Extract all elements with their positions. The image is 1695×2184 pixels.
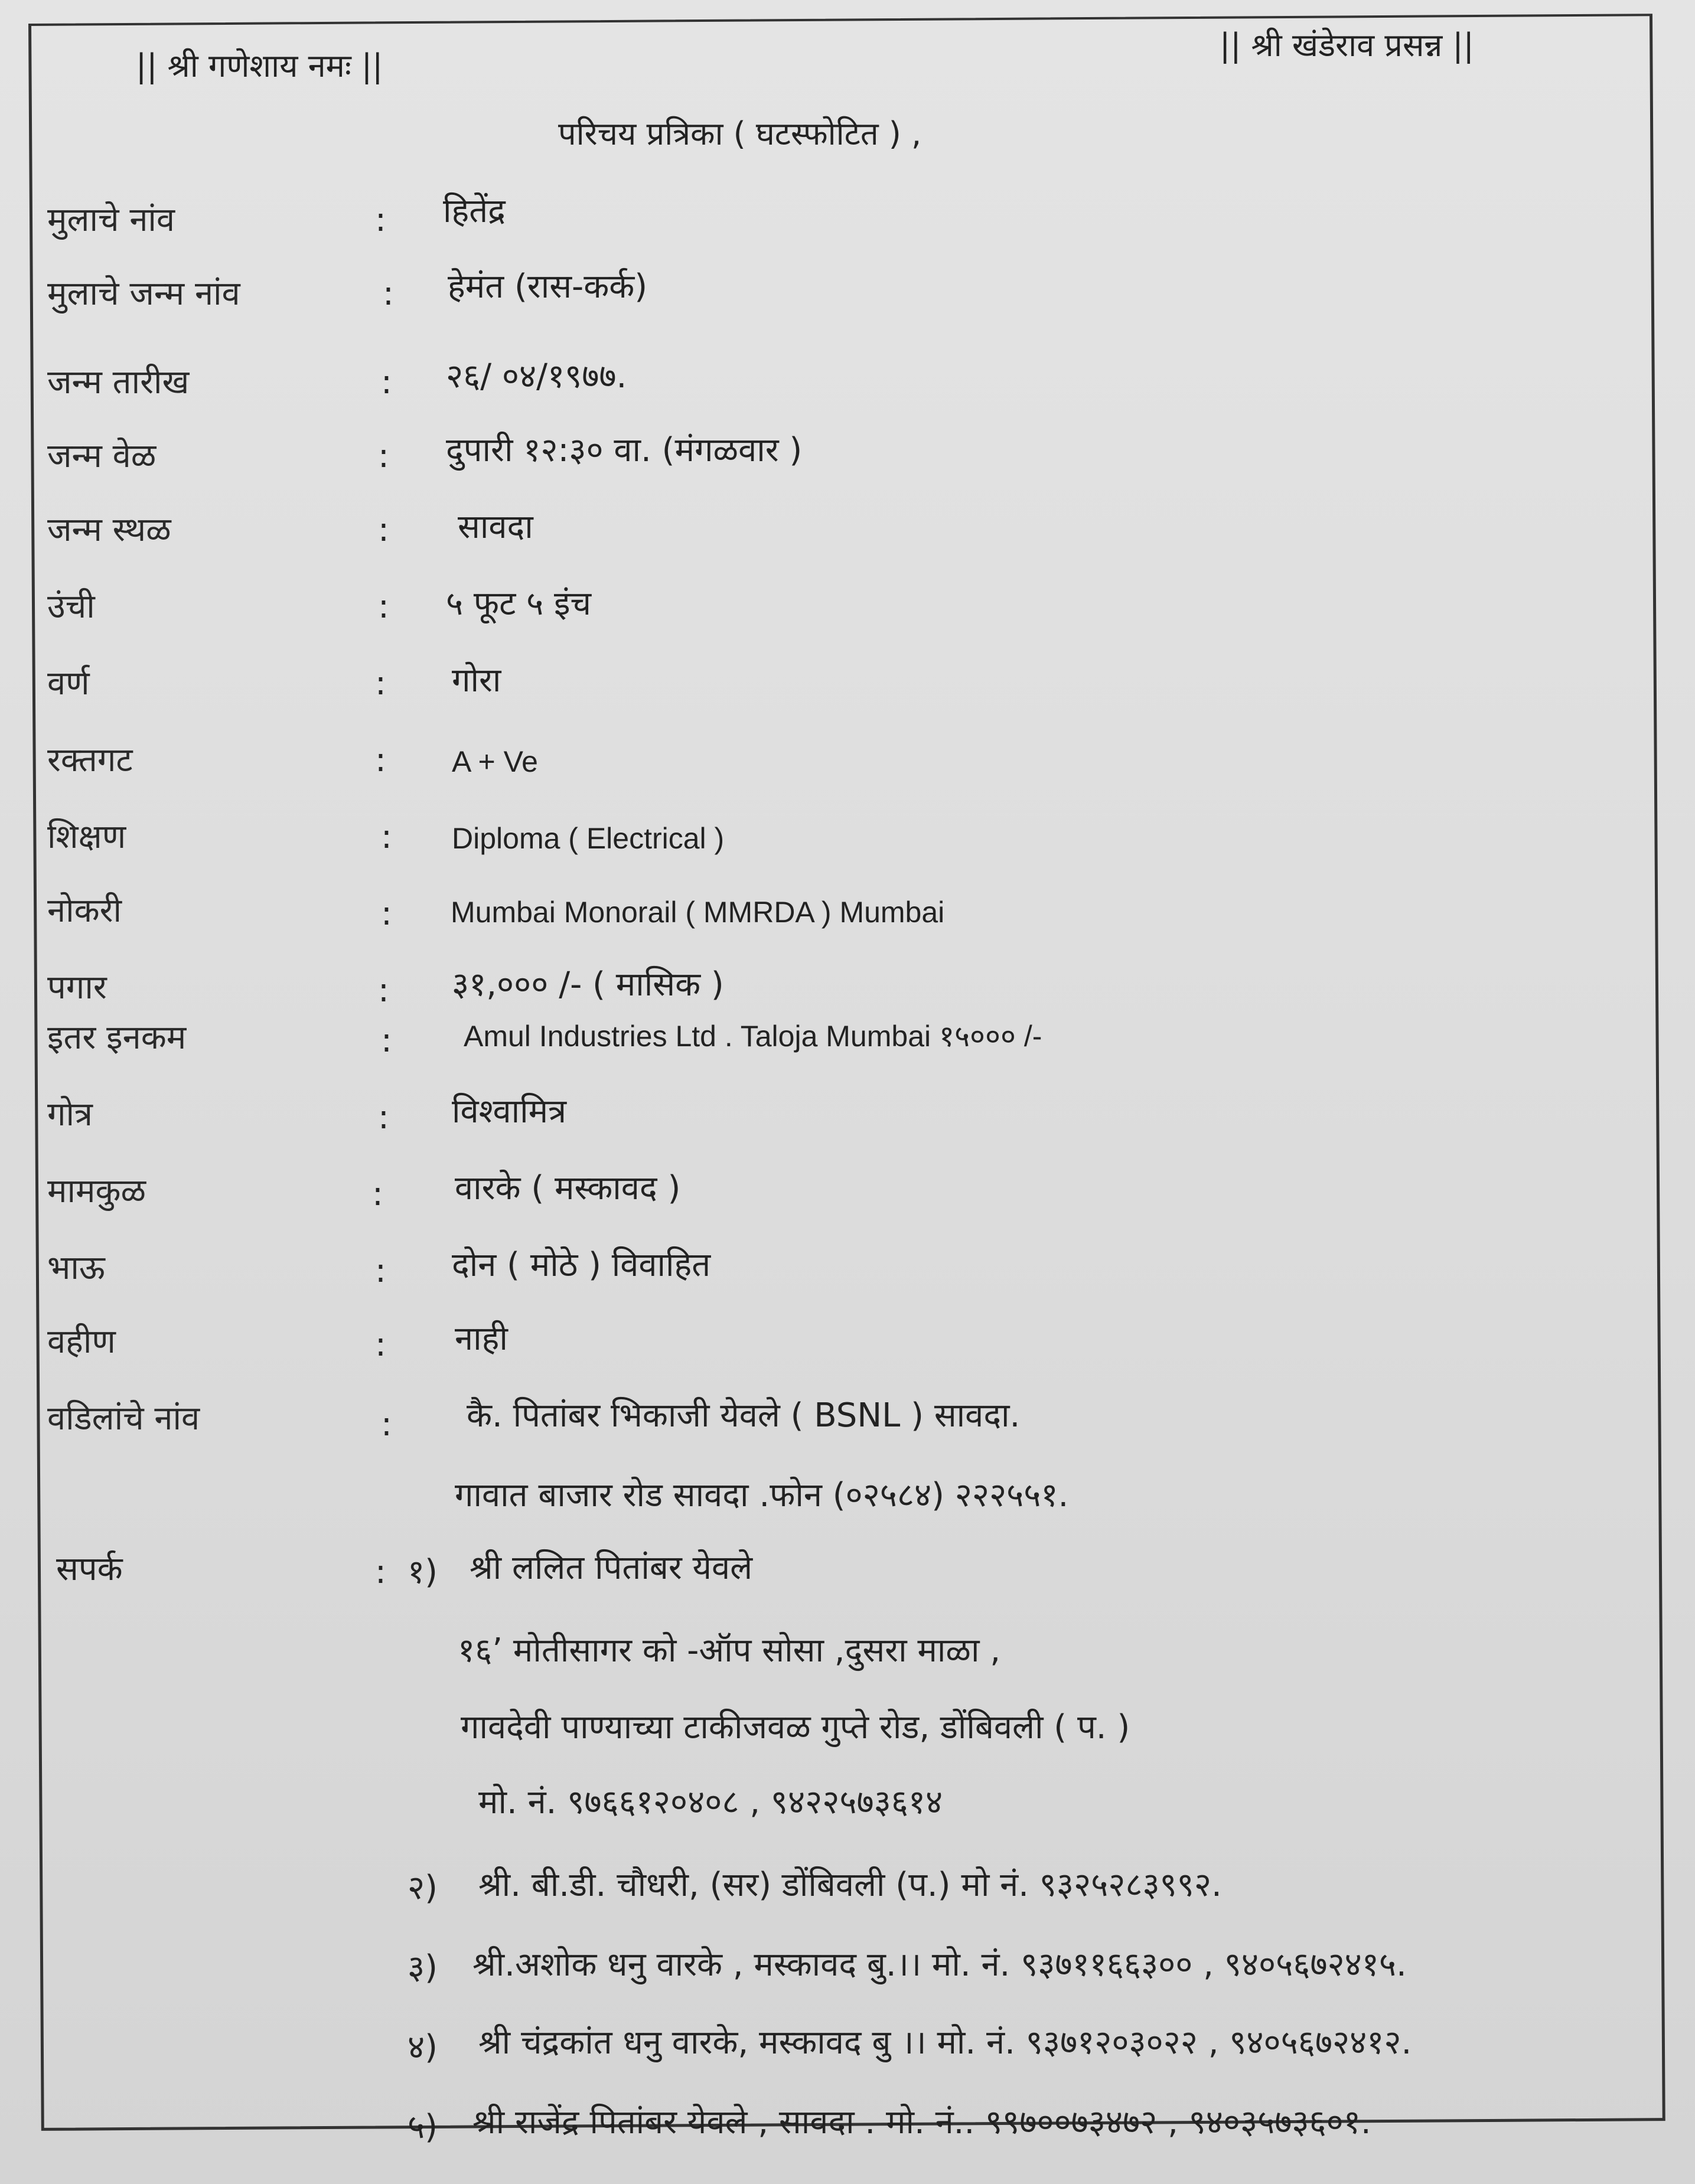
- field-value-complexion: गोरा: [452, 661, 501, 700]
- field-value-name: हितेंद्र: [443, 192, 506, 230]
- field-label-birth-date: जन्म तारीख: [47, 363, 190, 401]
- contact-line: श्री राजेंद्र पितांबर येवले , सावदा . मो. नं.. ९९७००७३४७२ , ९४०३५७३६०१.: [472, 2103, 1371, 2141]
- field-colon: :: [381, 1021, 392, 1060]
- field-label-contact: सपर्क: [56, 1550, 123, 1588]
- left-invocation: || श्री गणेशाय नमः ||: [136, 47, 383, 84]
- field-label-education: शिक्षण: [47, 818, 126, 856]
- field-value-job: Mumbai Monorail ( MMRDA ) Mumbai: [451, 896, 945, 929]
- contact-line: १६’ मोतीसागर को -ऑप सोसा ,दुसरा माळा ,: [458, 1631, 1001, 1670]
- contact-number: १): [408, 1553, 438, 1591]
- field-label-gotra: गोत्र: [47, 1095, 93, 1134]
- field-value-birth-time: दुपारी १२:३० वा. (मंगळवार ): [446, 431, 803, 469]
- field-colon: :: [381, 895, 392, 933]
- field-label-birth-name: मुलाचे जन्म नांव: [47, 275, 240, 313]
- field-colon: :: [383, 275, 394, 313]
- field-label-maternal-clan: मामकुळ: [47, 1172, 146, 1210]
- right-invocation: || श्री खंडेराव प्रसन्न ||: [1220, 27, 1474, 64]
- field-label-blood-group: रक्तगट: [47, 741, 133, 779]
- field-colon: :: [375, 664, 386, 703]
- field-label-other-income: इतर इनकम: [47, 1018, 187, 1057]
- field-label-name: मुलाचे नांव: [47, 201, 175, 239]
- field-colon: :: [378, 587, 389, 626]
- contact-line: श्री ललित पितांबर येवले: [470, 1549, 753, 1587]
- contact-number: ३): [408, 1948, 438, 1987]
- field-value-education: Diploma ( Electrical ): [452, 822, 725, 855]
- field-value-birth-name: हेमंत (रास-कर्क): [448, 267, 648, 306]
- field-colon: :: [378, 971, 389, 1010]
- contact-number: ५): [408, 2108, 438, 2146]
- field-label-height: उंची: [47, 587, 95, 626]
- field-colon: :: [378, 511, 389, 549]
- field-colon: :: [381, 1405, 392, 1444]
- field-colon: :: [378, 1098, 389, 1137]
- field-label-birth-place: जन्म स्थळ: [47, 511, 171, 549]
- field-value-birth-place: सावदा: [458, 508, 533, 546]
- field-value-brothers: दोन ( मोठे ) विवाहित: [452, 1246, 711, 1284]
- contact-line: श्री.अशोक धनु वारके , मस्कावद बु.।। मो. नं. ९३७११६६३०० , ९४०५६७२४१५.: [472, 1945, 1407, 1984]
- contact-line: श्री. बी.डी. चौधरी, (सर) डोंबिवली (प.) मो नं. ९३२५२८३९९२.: [478, 1866, 1222, 1904]
- field-colon: :: [375, 201, 386, 239]
- field-colon: :: [375, 741, 386, 779]
- field-colon: :: [372, 1175, 383, 1213]
- field-label-birth-time: जन्म वेळ: [47, 437, 157, 475]
- field-colon: :: [375, 1326, 386, 1364]
- field-colon: :: [375, 1553, 386, 1591]
- field-colon: :: [381, 818, 392, 856]
- field-value-sisters: नाही: [455, 1320, 508, 1358]
- field-label-father-name: वडिलांचे नांव: [47, 1399, 200, 1438]
- contact-line: श्री चंद्रकांत धनु वारके, मस्कावद बु ।। मो. नं. ९३७१२०३०२२ , ९४०५६७२४१२.: [478, 2023, 1412, 2062]
- contact-number: ४): [408, 2028, 438, 2067]
- field-value-gotra: विश्वामित्र: [452, 1092, 566, 1131]
- father-address: गावात बाजार रोड सावदा .फोन (०२५८४) २२२५५१.: [455, 1476, 1069, 1514]
- field-value-blood-group: A + Ve: [452, 745, 538, 778]
- field-label-sisters: वहीण: [47, 1323, 116, 1361]
- field-value-height: ५ फूट ५ इंच: [446, 585, 592, 623]
- field-label-brothers: भाऊ: [47, 1249, 105, 1287]
- field-colon: :: [378, 437, 389, 475]
- field-label-salary: पगार: [47, 968, 107, 1007]
- field-value-maternal-clan: वारके ( मस्कावद ): [455, 1169, 681, 1207]
- contact-line: मो. नं. ९७६६१२०४०८ , ९४२२५७३६१४: [478, 1783, 943, 1821]
- field-value-birth-date: २६/ ०४/१९७७.: [446, 357, 627, 396]
- field-colon: :: [381, 363, 392, 401]
- field-value-father-name: कै. पितांबर भिकाजी येवले ( BSNL ) सावदा.: [467, 1396, 1021, 1435]
- field-label-complexion: वर्ण: [47, 664, 90, 703]
- field-value-salary: ३१,००० /- ( मासिक ): [452, 965, 724, 1004]
- document-title: परिचय प्रत्रिका ( घटस्फोटित ) ,: [558, 115, 922, 152]
- field-label-job: नोकरी: [47, 892, 122, 930]
- contact-number: २): [408, 1869, 438, 1907]
- field-colon: :: [375, 1252, 386, 1290]
- field-value-other-income: Amul Industries Ltd . Taloja Mumbai १५००० /-: [464, 1020, 1042, 1053]
- contact-line: गावदेवी पाण्याच्या टाकीजवळ गुप्ते रोड, डोंबिवली ( प. ): [461, 1708, 1130, 1746]
